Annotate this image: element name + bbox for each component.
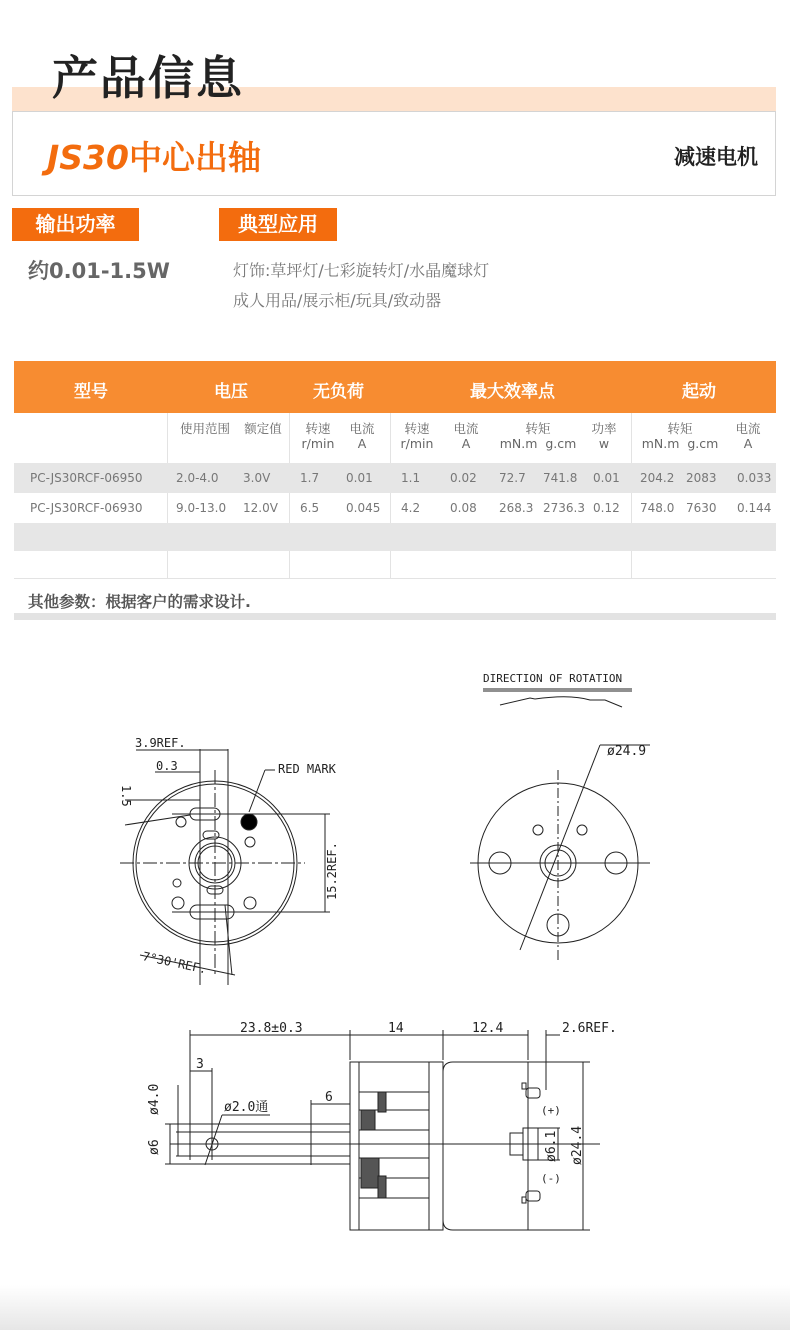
svg-text:2.6REF.: 2.6REF. (562, 1021, 617, 1036)
cell-model: PC-JS30RCF-06930 (30, 501, 143, 515)
header-model: 型号 (74, 382, 108, 402)
spec-table-group-header (14, 361, 776, 413)
product-name (47, 132, 261, 179)
svg-text:14: 14 (388, 1021, 404, 1036)
cell-st-torque-gcm: 2083 (686, 471, 717, 485)
column-divider (289, 551, 290, 579)
table-row (14, 493, 776, 523)
technical-drawing (0, 640, 790, 1240)
column-divider (167, 413, 168, 463)
sub-me-current: 电流 A (453, 421, 479, 451)
cell-st-current: 0.144 (737, 501, 772, 515)
spec-table-subheader (14, 413, 776, 463)
cell-me-torque-mnm: 72.7 (499, 471, 526, 485)
column-divider (390, 493, 391, 523)
svg-text:(-): (-) (541, 1172, 561, 1185)
cell-rated: 3.0V (243, 471, 271, 485)
header-no-load: 无负荷 (313, 382, 364, 402)
cell-me-torque-mnm: 268.3 (499, 501, 534, 515)
product-variant: 中心出轴 (128, 138, 261, 177)
svg-text:3.9REF.: 3.9REF. (135, 736, 186, 750)
cell-st-torque-mnm: 204.2 (640, 471, 675, 485)
svg-text:ø2.0通: ø2.0通 (224, 1100, 269, 1115)
rear-view-drawing (470, 672, 650, 960)
svg-text:1.5: 1.5 (119, 785, 133, 807)
column-divider (167, 551, 168, 579)
column-divider (289, 493, 290, 523)
svg-text:(+): (+) (541, 1104, 561, 1117)
cell-me-current: 0.02 (450, 471, 477, 485)
cell-range: 9.0-13.0 (176, 501, 227, 515)
sub-me-torque: 转矩 mN.m g.cm (499, 421, 577, 451)
svg-text:ø24.9: ø24.9 (607, 744, 647, 759)
other-parameters-note: 其他参数：根据客户的需求设计. (28, 593, 251, 611)
output-power-tag: 输出功率 (12, 208, 139, 241)
power-value: 约0.01-1.5W (28, 259, 170, 283)
sub-me-power: 功率 w (591, 421, 617, 451)
application-line-2: 成人用品/展示柜/玩具/致动器 (233, 291, 442, 310)
cell-nl-speed: 6.5 (300, 501, 320, 515)
side-view-drawing (147, 1021, 617, 1230)
cell-me-torque-gcm: 2736.3 (543, 501, 585, 515)
svg-text:15.2REF.: 15.2REF. (325, 842, 339, 900)
page-title: 产品信息 (52, 51, 244, 105)
sub-st-current: 电流 A (735, 421, 761, 451)
column-divider (631, 551, 632, 579)
table-row-empty (14, 551, 776, 579)
cell-st-current: 0.033 (737, 471, 772, 485)
svg-text:12.4: 12.4 (472, 1021, 504, 1036)
table-row (14, 463, 776, 493)
cell-me-power: 0.12 (593, 501, 620, 515)
application-line-1: 灯饰:草坪灯/七彩旋转灯/水晶魔球灯 (233, 261, 490, 280)
sub-rated: 额定值 (244, 421, 282, 436)
column-divider (631, 493, 632, 523)
svg-text:6: 6 (325, 1090, 333, 1105)
product-model: JS30 (47, 138, 129, 177)
svg-text:7°30'REF.: 7°30'REF. (141, 949, 208, 977)
cell-me-torque-gcm: 741.8 (543, 471, 578, 485)
cell-me-power: 0.01 (593, 471, 620, 485)
svg-text:ø6.1: ø6.1 (544, 1130, 559, 1162)
product-type: 减速电机 (674, 145, 758, 169)
divider-bar (14, 613, 776, 620)
table-row-empty (14, 523, 776, 551)
sub-nl-speed: 转速 r/min (301, 421, 335, 451)
cell-model: PC-JS30RCF-06950 (30, 471, 143, 485)
sub-nl-current: 电流 A (349, 421, 375, 451)
column-divider (390, 413, 391, 463)
header-startup: 起动 (682, 382, 716, 402)
sub-range: 使用范围 (179, 421, 230, 436)
svg-text:3: 3 (196, 1057, 204, 1072)
header-voltage: 电压 (214, 382, 248, 402)
front-view-drawing (119, 736, 339, 985)
svg-text:23.8±0.3: 23.8±0.3 (240, 1021, 303, 1036)
column-divider (390, 551, 391, 579)
sub-me-speed: 转速 r/min (400, 421, 434, 451)
cell-nl-current: 0.045 (346, 501, 381, 515)
cell-rated: 12.0V (243, 501, 278, 515)
cell-st-torque-gcm: 7630 (686, 501, 717, 515)
application-tag: 典型应用 (219, 208, 337, 241)
cell-range: 2.0-4.0 (176, 471, 219, 485)
cell-me-speed: 1.1 (401, 471, 421, 485)
cell-nl-speed: 1.7 (300, 471, 320, 485)
svg-text:0.3: 0.3 (156, 759, 178, 773)
svg-text:ø6: ø6 (147, 1139, 162, 1155)
spec-table (14, 361, 776, 579)
cell-me-speed: 4.2 (401, 501, 421, 515)
svg-text:RED MARK: RED MARK (278, 762, 336, 776)
column-divider (167, 493, 168, 523)
sub-st-torque: 转矩 mN.m g.cm (641, 421, 719, 451)
svg-text:DIRECTION OF ROTATION: DIRECTION OF ROTATION (483, 672, 623, 685)
header-max-efficiency: 最大效率点 (470, 382, 555, 402)
svg-text:ø24.4: ø24.4 (570, 1125, 585, 1165)
column-divider (289, 413, 290, 463)
cell-nl-current: 0.01 (346, 471, 373, 485)
column-divider (631, 413, 632, 463)
cell-me-current: 0.08 (450, 501, 477, 515)
cell-st-torque-mnm: 748.0 (640, 501, 675, 515)
bottom-fade (0, 1285, 790, 1330)
product-header-box (12, 111, 776, 196)
svg-text:ø4.0: ø4.0 (147, 1083, 162, 1115)
